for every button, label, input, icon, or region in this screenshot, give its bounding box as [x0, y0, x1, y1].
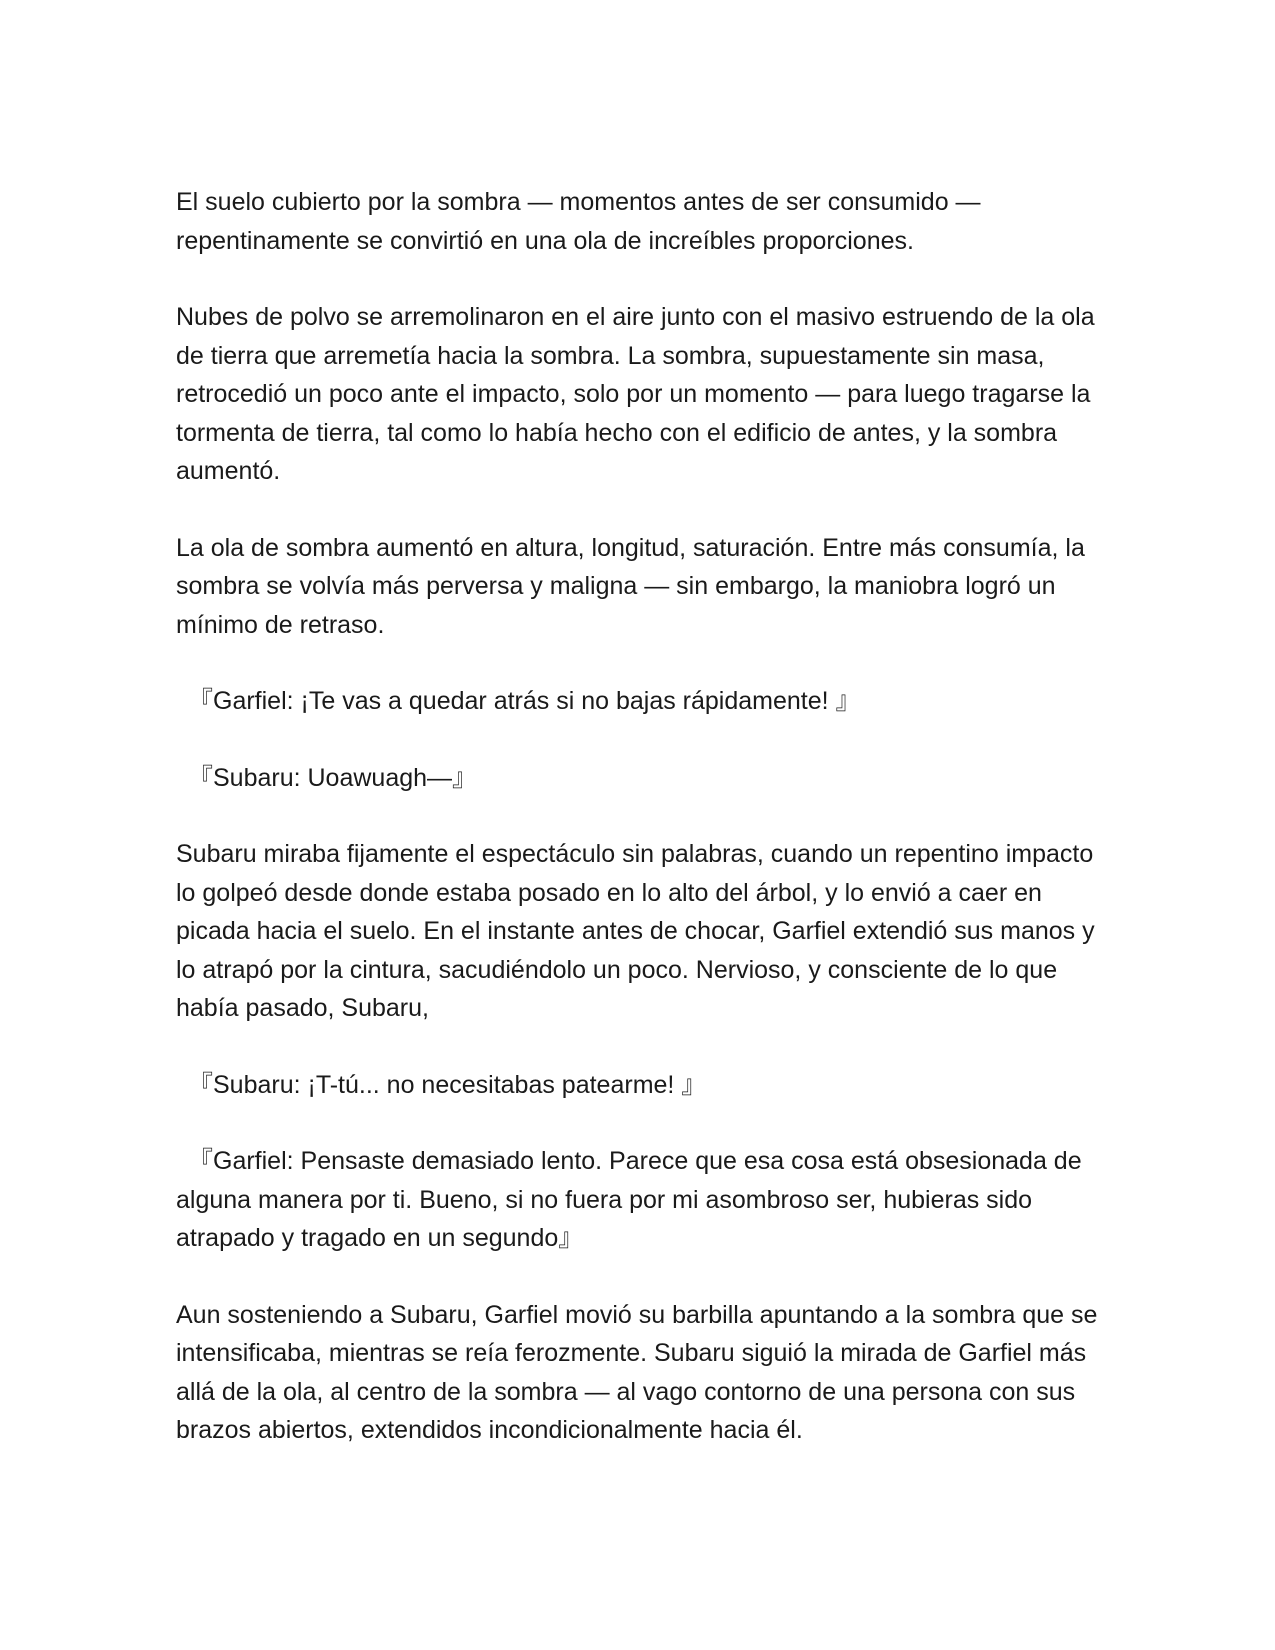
paragraph-shadow-figure: Aun sosteniendo a Subaru, Garfiel movió su barbilla apuntando a la sombra que se intensificaba, mientras se reía ferozmente. Subaru siguió la mirada de Garfiel más allá de la ola, al centro de la sombra — al vago contorno de una persona con sus brazos abiertos, extendidos incondicionalmente hacia él.	[176, 1300, 1098, 1444]
dialogue-garfiel-slow: 『Garfiel: Pensaste demasiado lento. Parece que esa cosa está obsesionada de alguna manera por ti. Bueno, si no fuera por mi asombroso ser, hubieras sido atrapado y tragado en un segundo』	[176, 1147, 1082, 1252]
paragraph-dust-clouds: Nubes de polvo se arremolinaron en el aire junto con el masivo estruendo de la ola de tierra que arremetía hacia la sombra. La sombra, supuestamente sin masa, retrocedió un poco ante el impacto, solo por un momento — para luego tragarse la tormenta de tierra, tal como lo había hecho con el edificio de antes, y la sombra aumentó.	[176, 303, 1095, 485]
dialogue-subaru-scream: 『Subaru: Uoawuagh—』	[188, 763, 478, 792]
paragraph-subaru-falls: Subaru miraba fijamente el espectáculo sin palabras, cuando un repentino impacto lo golpeó desde donde estaba posado en lo alto del árbol, y lo envió a caer en picada hacia el suelo. En el instante antes de chocar, Garfiel extendió sus manos y lo atrapó por la cintura, sacudiéndolo un poco. Nervioso, y consciente de lo que había pasado, Subaru,	[176, 840, 1095, 1022]
paragraph-ground-wave: El suelo cubierto por la sombra — momentos antes de ser consumido — repentinamente se convirtió en una ola de increíbles proporciones.	[176, 188, 981, 255]
dialogue-garfiel-hurry: 『Garfiel: ¡Te vas a quedar atrás si no bajas rápidamente! 』	[188, 687, 861, 715]
paragraph-shadow-grew: La ola de sombra aumentó en altura, longitud, saturación. Entre más consumía, la sombra se volvía más perversa y maligna — sin embargo, la maniobra logró un mínimo de retraso.	[176, 533, 1085, 639]
document-body	[176, 183, 1106, 1488]
dialogue-subaru-kick: 『Subaru: ¡T-tú... no necesitabas patearme! 』	[188, 1070, 707, 1099]
